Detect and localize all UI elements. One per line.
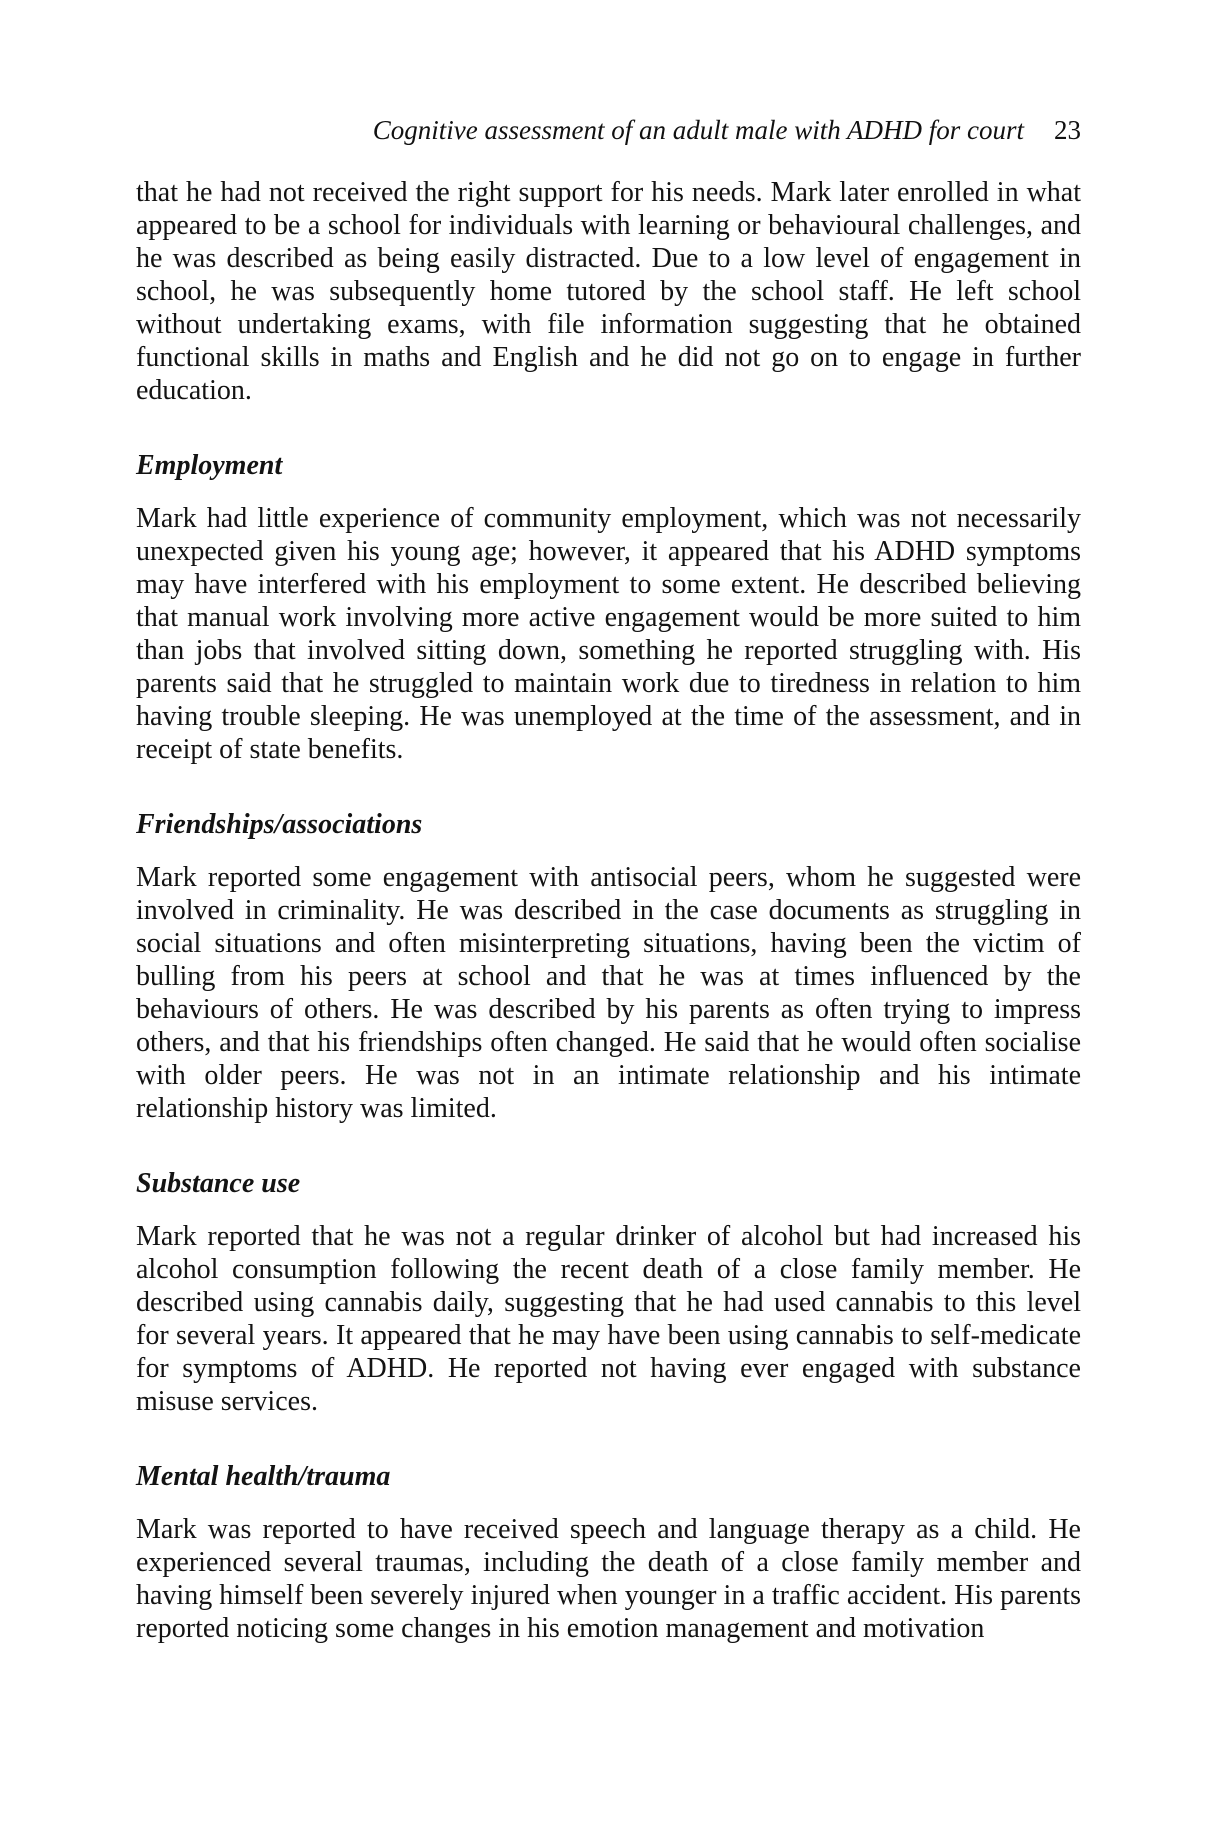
section-heading-employment: Employment	[136, 450, 283, 481]
section-paragraph-substance-use: Mark reported that he was not a regular drinker of alcohol but had increased his alcohol consumption following the recent death of a close family member. He described using cannabis daily, suggesting that he had used cannabis to this level for several years. It appeared that he may have been using cannabis to self-medicate for symptoms of ADHD. He reported not having ever engaged with substance misuse services.	[136, 1221, 1081, 1417]
running-title: Cognitive assessment of an adult male with ADHD for court	[372, 115, 1024, 145]
section-employment	[136, 449, 1081, 766]
page-number: 23	[1054, 115, 1081, 145]
intro-paragraph: that he had not received the right support for his needs. Mark later enrolled in what appeared to be a school for individuals with learning or behavioural challenges, and he was described as being easily distracted. Due to a low level of engagement in school, he was subsequently home tutored by the school staff. He left school without undertaking exams, with file information suggesting that he obtained functional skills in maths and English and he did not go on to engage in further education.	[136, 177, 1081, 406]
section-substance-use	[136, 1167, 1081, 1418]
section-paragraph-employment: Mark had little experience of community employment, which was not necessarily unexpected given his young age; however, it appeared that his ADHD symptoms may have interfered with his employment to some extent. He described believing that manual work involving more active engagement would be more suited to him than jobs that involved sitting down, something he reported struggling with. His parents said that he struggled to maintain work due to tiredness in relation to him having trouble sleeping. He was unemployed at the time of the assessment, and in receipt of state benefits.	[136, 503, 1081, 765]
section-heading-substance-use: Substance use	[136, 1168, 301, 1199]
section-heading-mental-health-trauma: Mental health/trauma	[136, 1461, 391, 1492]
section-paragraph-friendships-associations: Mark reported some engagement with antisocial peers, whom he suggested were involved in criminality. He was described in the case documents as struggling in social situations and often misinterpreting situations, having been the victim of bulling from his peers at school and that he was at times influenced by the behaviours of others. He was described by his parents as often trying to impress others, and that his friendships often changed. He said that he would often socialise with older peers. He was not in an intimate relationship and his intimate relationship history was limited.	[136, 862, 1081, 1124]
section-paragraph-mental-health-trauma: Mark was reported to have received speech and language therapy as a child. He experienced several traumas, including the death of a close family member and having himself been severely injured when younger in a traffic accident. His parents reported noticing some changes in his emotion management and motivation	[136, 1514, 1081, 1644]
running-header	[136, 116, 1081, 144]
section-mental-health-trauma	[136, 1460, 1081, 1645]
section-heading-friendships-associations: Friendships/associations	[136, 809, 423, 840]
section-friendships-associations	[136, 808, 1081, 1125]
